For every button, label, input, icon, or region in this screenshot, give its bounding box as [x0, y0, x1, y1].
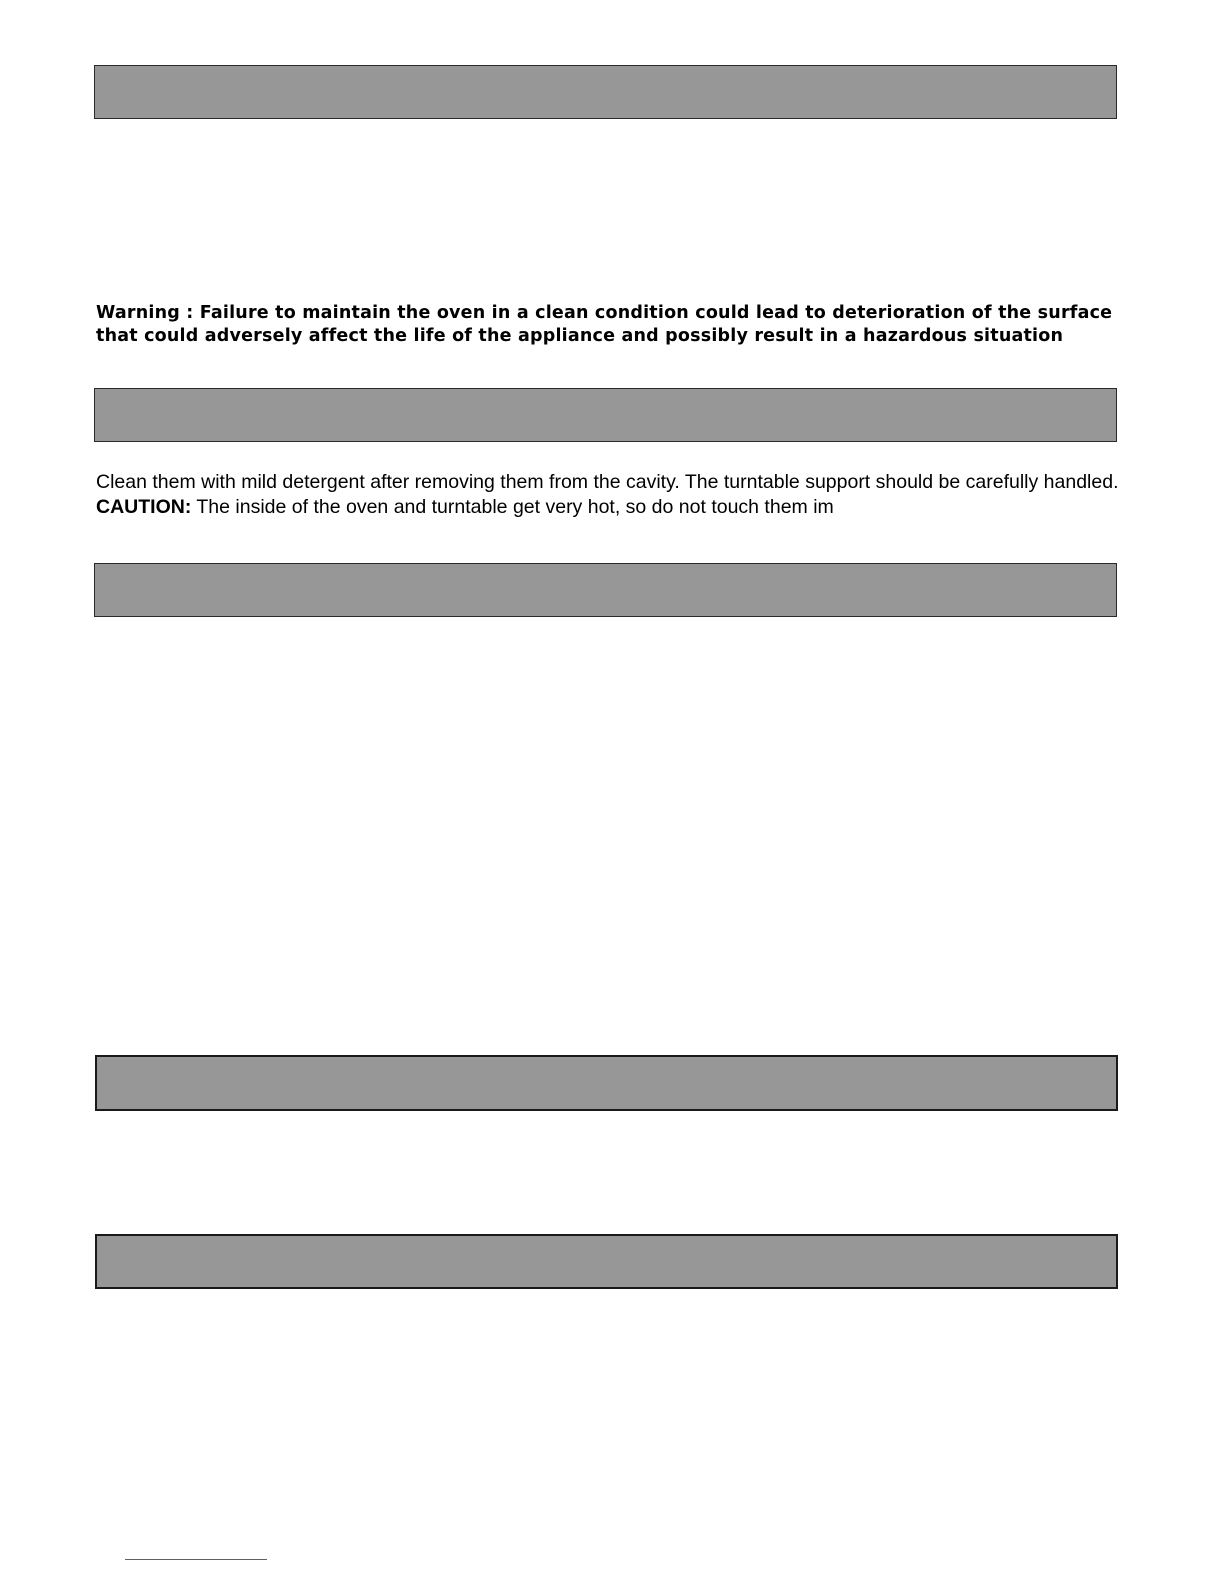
caution-label: CAUTION: [96, 496, 192, 518]
section-header-bar [94, 563, 1117, 617]
warning-text: Warning : Failure to maintain the oven in a clean condition could lead to deterioration of the surface that could adversely affect the life of the appliance and possibly result in a hazardous situation [96, 303, 1113, 346]
cleaning-paragraph: Clean them with mild detergent after removing them from the cavity. The turntable support should be carefully handled. [96, 471, 1119, 493]
warning-notice [96, 302, 1126, 348]
caution-text: The inside of the oven and turntable get very hot, so do not touch them im [191, 496, 834, 518]
section-header-bar [95, 1055, 1118, 1111]
footer-rule [125, 1559, 267, 1560]
section-header-bar [94, 65, 1117, 119]
caution-paragraph [96, 495, 1126, 520]
section-header-bar [95, 1234, 1118, 1289]
section-header-bar [94, 388, 1117, 442]
turntable-cleaning-section [96, 470, 1126, 520]
